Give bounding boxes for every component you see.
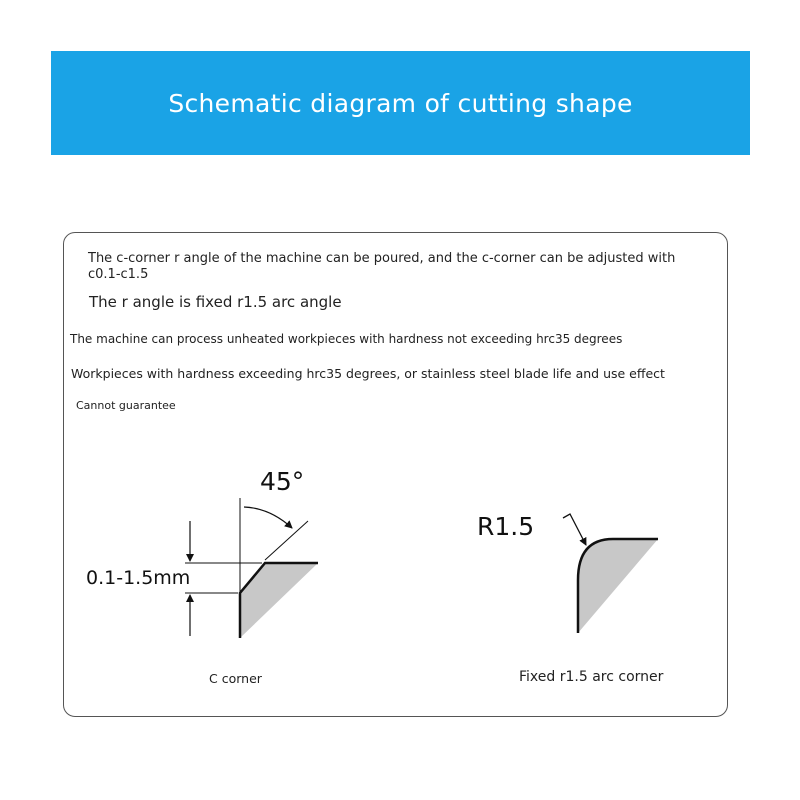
r-corner-blade: [578, 539, 658, 633]
page-title: Schematic diagram of cutting shape: [168, 88, 633, 118]
angle-label: 45°: [260, 467, 305, 496]
r-corner-caption: Fixed r1.5 arc corner: [519, 669, 664, 685]
note-line-5: Cannot guarantee: [76, 399, 176, 412]
size-label: 0.1-1.5mm: [86, 567, 191, 589]
c-corner-blade: [240, 563, 318, 638]
note-line-2: The r angle is fixed r1.5 arc angle: [89, 293, 342, 311]
angle-arc: [244, 507, 292, 528]
note-line-1: The c-corner r angle of the machine can be poured, and the c-corner can be adjusted with c0.1-c1.5: [88, 251, 676, 282]
radius-label: R1.5: [477, 512, 535, 541]
radius-leader-arrow: [563, 514, 586, 545]
note-line-4: Workpieces with hardness exceeding hrc35 degrees, or stainless steel blade life and use effect: [71, 366, 665, 381]
r-corner-figure: [477, 512, 658, 633]
note-line-3: The machine can process unheated workpieces with hardness not exceeding hrc35 degrees: [70, 332, 623, 346]
c-corner-figure: [86, 467, 318, 638]
c-corner-caption: C corner: [209, 671, 262, 686]
chamfer-reference-line: [265, 521, 308, 560]
